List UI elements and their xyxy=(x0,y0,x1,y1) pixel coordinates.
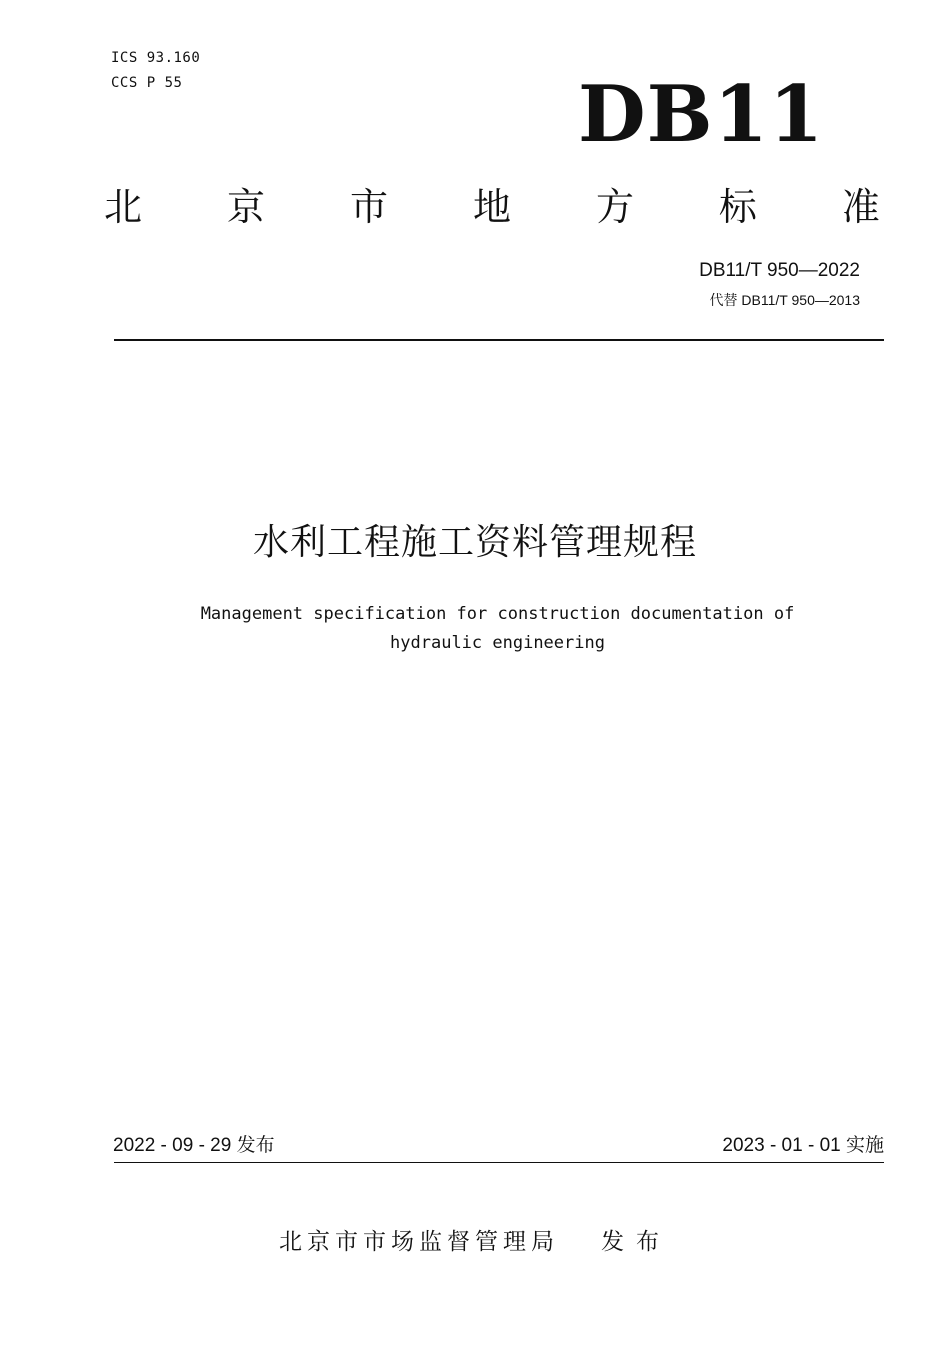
standard-type-char: 方 xyxy=(595,185,634,229)
standard-type-char: 标 xyxy=(718,185,757,229)
replaced-standard: 代替 DB11/T 950—2013 xyxy=(709,292,860,308)
publisher-name: 北京市市场监督管理局 xyxy=(279,1229,559,1255)
top-divider xyxy=(114,339,884,341)
standard-type-char: 准 xyxy=(841,185,880,229)
issue-date: 2022 - 09 - 29 发布 xyxy=(113,1135,275,1156)
ccs-code: CCS P 55 xyxy=(111,75,183,91)
standard-type-char: 市 xyxy=(349,185,388,229)
document-title-chinese: 水利工程施工资料管理规程 xyxy=(252,522,697,563)
classification-codes xyxy=(111,46,200,96)
standard-type-char: 京 xyxy=(226,185,265,229)
bottom-divider xyxy=(114,1162,884,1163)
effective-date: 2023 - 01 - 01 实施 xyxy=(722,1135,884,1156)
standard-number: DB11/T 950—2022 xyxy=(699,260,860,281)
standard-type-char: 北 xyxy=(104,185,143,229)
english-title-line: hydraulic engineering xyxy=(390,633,605,653)
english-title-line: Management specification for construction documentation of xyxy=(200,604,795,624)
ics-code: ICS 93.160 xyxy=(111,50,201,66)
db11-logo: DB11 xyxy=(578,69,825,160)
standard-type-char: 地 xyxy=(472,185,511,229)
publisher-line xyxy=(0,1226,950,1258)
publish-label: 发布 xyxy=(601,1229,671,1255)
standard-type-heading xyxy=(104,182,880,232)
document-title-english xyxy=(150,600,845,658)
